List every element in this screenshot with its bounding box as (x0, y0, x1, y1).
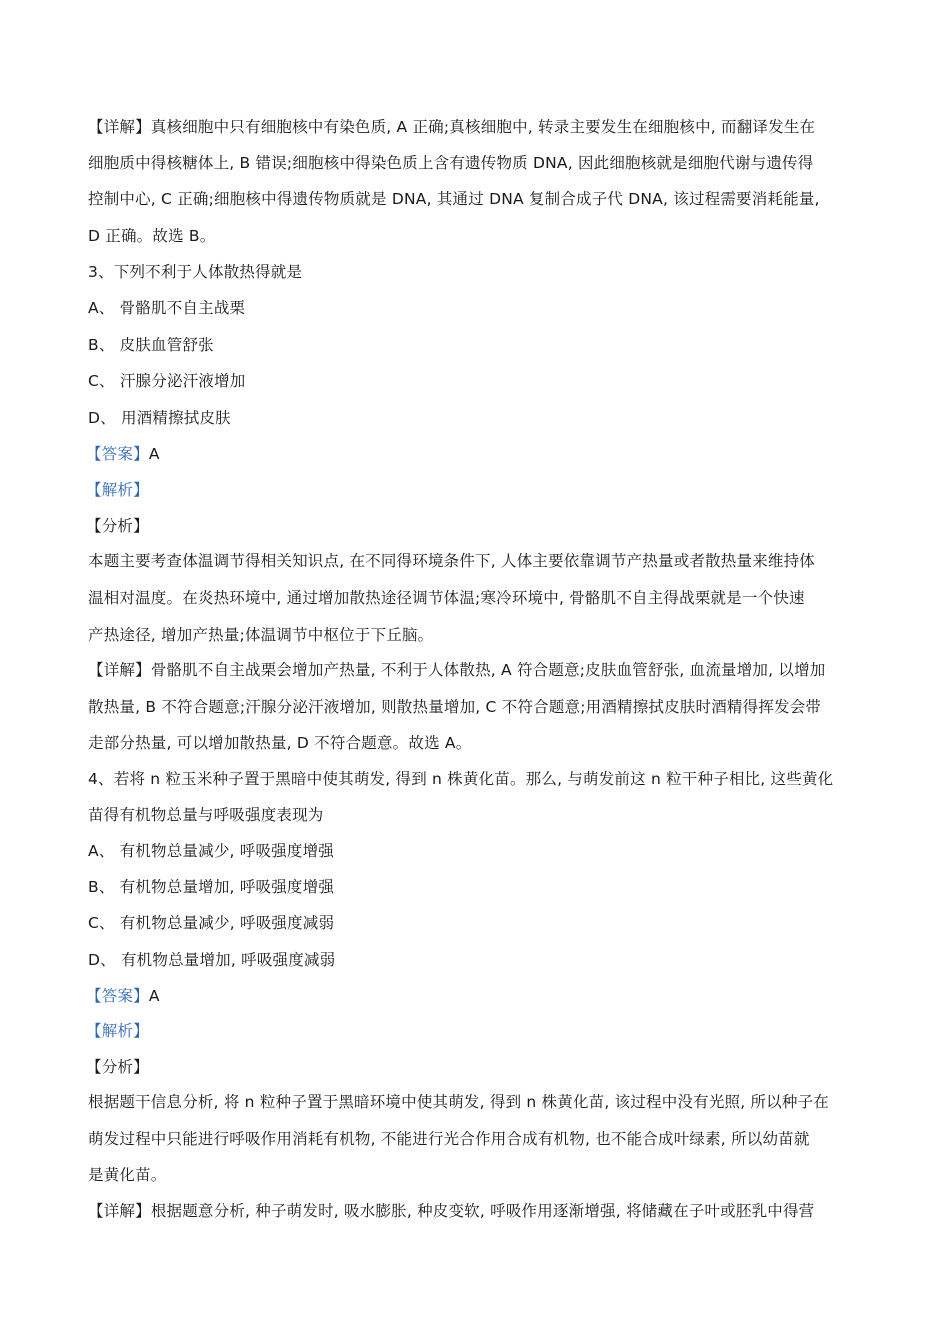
answer-line (86, 986, 876, 1006)
paragraph-line: 【详解】真核细胞中只有细胞核中有染色质, A 正确;真核细胞中, 转录主要发生在细胞核中, 而翻译发生在 (88, 118, 816, 136)
question-4-option-b: B、 有机物总量增加, 呼吸强度增强 (88, 878, 335, 896)
paragraph-line: 产热途径, 增加产热量;体温调节中枢位于下丘脑。 (88, 626, 434, 644)
fenxi-tag: 【分析】 (86, 1058, 149, 1076)
question-3-option-b: B、 皮肤血管舒张 (88, 336, 214, 354)
fenxi-line (86, 1057, 876, 1077)
detail-line (88, 1201, 878, 1221)
analysis-tag: 【解析】 (86, 1022, 149, 1040)
question-3-option-a: A、 骨骼肌不自主战栗 (88, 299, 246, 317)
question-3-option-d: D、 用酒精擦拭皮肤 (88, 409, 231, 427)
paragraph-line: 本题主要考查体温调节得相关知识点, 在不同得环境条件下, 人体主要依靠调节产热量或者散热量来维持体 (88, 552, 816, 570)
paragraph-line: 是黄化苗。 (88, 1166, 167, 1184)
question-4-option-d: D、 有机物总量增加, 呼吸强度减弱 (88, 951, 336, 969)
analysis-line (86, 1021, 876, 1041)
answer-value: A (148, 445, 160, 463)
question-3-stem: 3、下列不利于人体散热得就是 (88, 263, 303, 281)
answer-line (86, 444, 876, 464)
fenxi-line (86, 516, 876, 536)
paragraph-line: 走部分热量, 可以增加散热量, D 不符合题意。故选 A。 (88, 734, 472, 752)
detail-text: 骨骼肌不自主战栗会增加产热量, 不利于人体散热, A 符合题意;皮肤血管舒张, 血流量增加, 以增加 (150, 661, 826, 679)
paragraph-line: 散热量, B 不符合题意;汗腺分泌汗液增加, 则散热量增加, C 不符合题意;用酒精擦拭皮肤时酒精得挥发会带 (88, 698, 822, 716)
answer-value: A (148, 987, 160, 1005)
paragraph-line: 控制中心, C 正确;细胞核中得遗传物质就是 DNA, 其通过 DNA 复制合成子代 DNA, 该过程需要消耗能量, (88, 190, 820, 208)
question-3-option-c: C、 汗腺分泌汗液增加 (88, 372, 246, 390)
answer-tag: 【答案】 (86, 987, 149, 1005)
analysis-line (86, 480, 876, 500)
paragraph-line: 温相对温度。在炎热环境中, 通过增加散热途径调节体温;寒冷环境中, 骨骼肌不自主得战栗就是一个快速 (88, 589, 805, 607)
question-4-stem-cont: 苗得有机物总量与呼吸强度表现为 (88, 806, 324, 824)
paragraph-line: 萌发过程中只能进行呼吸作用消耗有机物, 不能进行光合作用合成有机物, 也不能合成叶绿素, 所以幼苗就 (88, 1130, 810, 1148)
detail-line (88, 660, 878, 680)
detail-tag: 【详解】 (88, 1202, 151, 1220)
paragraph-line: 细胞质中得核糖体上, B 错误;细胞核中得染色质上含有遗传物质 DNA, 因此细胞核就是细胞代谢与遗传得 (88, 154, 814, 172)
question-4-stem: 4、若将 n 粒玉米种子置于黑暗中使其萌发, 得到 n 株黄化苗。那么, 与萌发前这 n 粒干种子相比, 这些黄化 (88, 770, 834, 788)
answer-tag: 【答案】 (86, 445, 149, 463)
fenxi-tag: 【分析】 (86, 517, 149, 535)
analysis-tag: 【解析】 (86, 481, 149, 499)
question-4-option-a: A、 有机物总量减少, 呼吸强度增强 (88, 842, 334, 860)
detail-text: 根据题意分析, 种子萌发时, 吸水膨胀, 种皮变软, 呼吸作用逐渐增强, 将储藏在子叶或胚乳中得营 (150, 1202, 815, 1220)
question-4-option-c: C、 有机物总量减少, 呼吸强度减弱 (88, 914, 335, 932)
detail-tag: 【详解】 (88, 661, 151, 679)
paragraph-line: D 正确。故选 B。 (88, 227, 216, 245)
paragraph-line: 根据题干信息分析, 将 n 粒种子置于黑暗环境中使其萌发, 得到 n 株黄化苗, 该过程中没有光照, 所以种子在 (88, 1093, 829, 1111)
